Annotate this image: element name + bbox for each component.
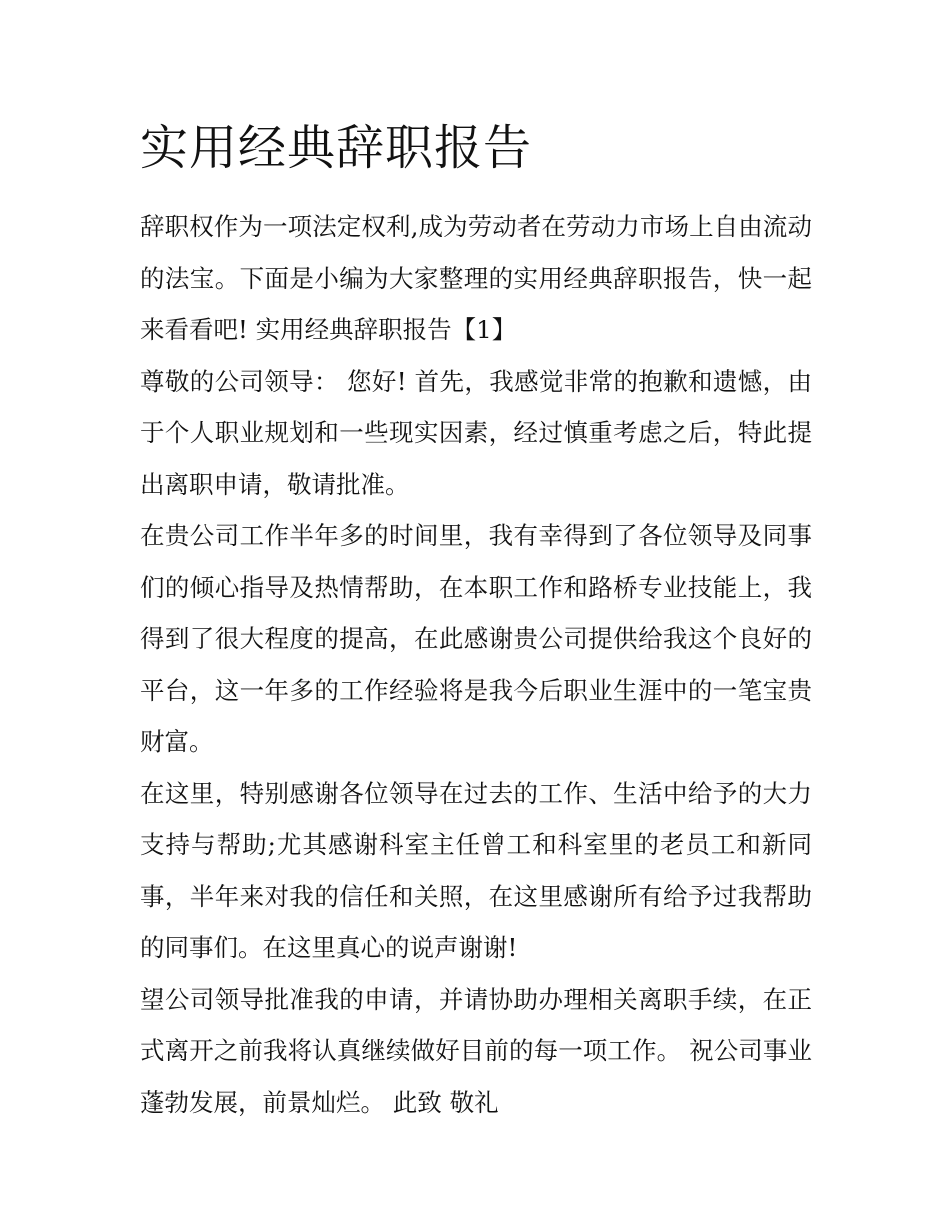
document-body (140, 201, 812, 1128)
paragraph-thanks: 在这里，特别感谢各位领导在过去的工作、生活中给予的大力支持与帮助;尤其感谢科室主任曾工和科室里的老员工和新同事，半年来对我的信任和关照，在这里感谢所有给予过我帮助的同事们。在这里真心的说声谢谢! (140, 778, 812, 962)
paragraph-intro: 辞职权作为一项法定权利,成为劳动者在劳动力市场上自由流动的法宝。下面是小编为大家整理的实用经典辞职报告，快一起来看看吧! 实用经典辞职报告【1】 (140, 212, 812, 344)
paragraph-greeting: 尊敬的公司领导： 您好! 首先，我感觉非常的抱歉和遗憾，由于个人职业规划和一些现实因素，经过慎重考虑之后，特此提出离职申请，敬请批准。 (140, 366, 812, 499)
paragraph-closing: 望公司领导批准我的申请，并请协助办理相关离职手续，在正式离开之前我将认真继续做好目前的每一项工作。 祝公司事业蓬勃发展，前景灿烂。 此致 敬礼 (140, 984, 812, 1117)
document-title: 实用经典辞职报告 (140, 120, 533, 176)
paragraph-gratitude: 在贵公司工作半年多的时间里，我有幸得到了各位领导及同事们的倾心指导及热情帮助，在本职工作和路桥专业技能上，我得到了很大程度的提高，在此感谢贵公司提供给我这个良好的平台，这一年多的工作经验将是我今后职业生涯中的一笔宝贵财富。 (140, 521, 812, 756)
